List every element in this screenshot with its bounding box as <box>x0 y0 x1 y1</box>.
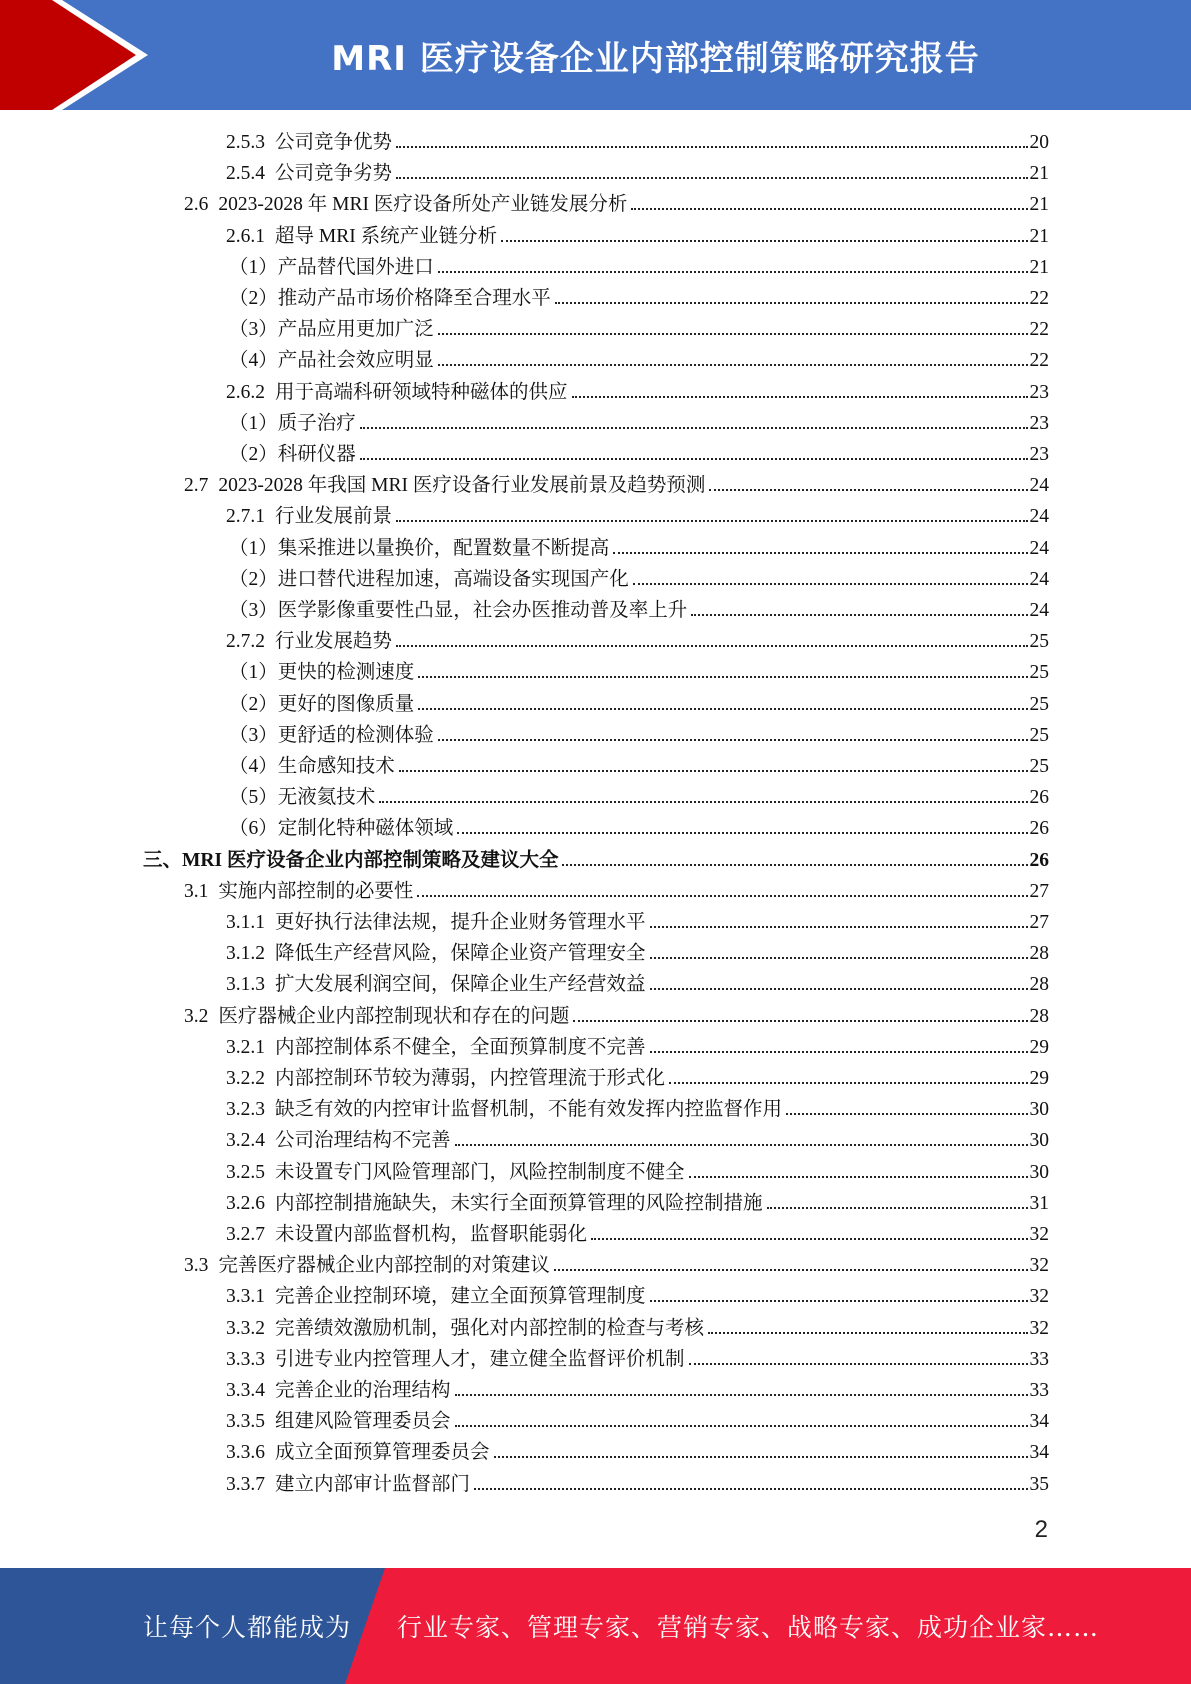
toc-entry-page: 32 <box>1029 1224 1049 1245</box>
header-chevron-decoration <box>0 0 150 110</box>
toc-entry-title: 2023-2028 年 MRI 医疗设备所处产业链发展分析 <box>218 194 628 216</box>
toc-entry-page: 26 <box>1029 818 1049 840</box>
toc-dot-leader <box>455 1394 1028 1396</box>
toc-entry-page: 29 <box>1029 1068 1049 1089</box>
toc-entry-number: 3.2.2 <box>226 1068 265 1089</box>
toc-entry-title: 医疗器械企业内部控制现状和存在的问题 <box>218 1005 570 1027</box>
toc-entry[interactable] <box>226 907 1049 938</box>
toc-entry[interactable] <box>226 1063 1049 1094</box>
toc-entry-number: （1） <box>229 256 278 278</box>
toc-entry-title: 科研仪器 <box>277 444 356 465</box>
toc-dot-leader <box>633 583 1028 585</box>
toc-entry-title: 2023-2028 年我国 MRI 医疗设备行业发展前景及趋势预测 <box>218 475 706 497</box>
toc-dot-leader <box>572 396 1028 398</box>
toc-dot-leader <box>554 1269 1028 1271</box>
toc-entry-page: 24 <box>1029 600 1049 621</box>
toc-entry-page: 32 <box>1029 1255 1049 1277</box>
toc-entry[interactable] <box>226 1032 1049 1063</box>
toc-dot-leader <box>417 895 1027 897</box>
toc-dot-leader <box>786 1113 1027 1115</box>
toc-entry-number: （4） <box>229 756 278 777</box>
toc-entry-title: 完善企业的治理结构 <box>275 1380 451 1401</box>
toc-entry-number: （3） <box>229 724 278 746</box>
toc-entry[interactable] <box>226 938 1049 969</box>
toc-dot-leader <box>650 957 1028 959</box>
toc-dot-leader <box>474 1488 1027 1490</box>
toc-dot-leader <box>438 271 1028 273</box>
toc-entry-number: 2.7.2 <box>226 631 265 653</box>
toc-entry-number: 3.2.3 <box>226 1099 265 1121</box>
toc-dot-leader <box>360 427 1028 429</box>
footer-banner <box>0 1568 1191 1684</box>
toc-entry-number: （3） <box>229 600 278 621</box>
toc-entry-title: 引进专业内控管理人才，建立健全监督评价机制 <box>275 1348 685 1370</box>
toc-dot-leader <box>767 1207 1028 1209</box>
toc-entry[interactable] <box>229 408 1049 439</box>
toc-dot-leader <box>396 520 1027 522</box>
toc-entry-title: 完善绩效激励机制，强化对内部控制的检查与考核 <box>275 1317 705 1339</box>
toc-dot-leader <box>399 770 1028 772</box>
toc-entry[interactable] <box>226 127 1049 158</box>
toc-entry-number: 2.6.2 <box>226 381 265 403</box>
toc-dot-leader <box>455 1425 1028 1427</box>
toc-entry-title: 更舒适的检测体验 <box>277 724 434 746</box>
toc-entry-page: 35 <box>1029 1473 1049 1495</box>
toc-entry-title: 扩大发展利润空间，保障企业生产经营效益 <box>275 974 646 996</box>
toc-entry[interactable] <box>229 533 1049 564</box>
toc-entry[interactable] <box>229 782 1049 813</box>
toc-entry-number: 3.2.5 <box>226 1161 265 1183</box>
toc-entry[interactable] <box>229 314 1049 345</box>
toc-dot-leader <box>555 302 1028 304</box>
toc-entry-title: 生命感知技术 <box>277 756 395 777</box>
toc-entry-title: 更快的检测速度 <box>277 662 415 684</box>
toc-entry[interactable] <box>226 1406 1049 1437</box>
toc-entry-number: 3.3 <box>184 1255 209 1277</box>
toc-dot-leader <box>455 1144 1028 1146</box>
toc-entry[interactable] <box>226 1281 1049 1312</box>
toc-entry-page: 21 <box>1029 225 1049 247</box>
toc-entry-number: 2.5.3 <box>226 132 265 153</box>
page-number: 2 <box>1034 1516 1048 1543</box>
footer-slogan-right: 行业专家、管理专家、营销专家、战略专家、成功企业家…… <box>397 1613 1100 1642</box>
toc-entry-number: 3.3.6 <box>226 1442 265 1464</box>
toc-entry-title: 用于高端科研领域特种磁体的供应 <box>275 381 568 403</box>
toc-entry-title: 进口替代进程加速，高端设备实现国产化 <box>277 568 629 590</box>
toc-entry-number: （1） <box>229 412 278 434</box>
toc-entry[interactable] <box>226 221 1049 252</box>
toc-entry-number: （5） <box>229 787 278 809</box>
toc-entry-page: 34 <box>1029 1442 1049 1464</box>
toc-entry-page: 26 <box>1029 787 1049 809</box>
toc-entry[interactable] <box>229 813 1049 844</box>
toc-entry-title: 行业发展趋势 <box>275 631 393 653</box>
toc-entry-title: 内部控制环节较为薄弱，内控管理流于形式化 <box>275 1068 666 1089</box>
toc-entry-number: （2） <box>229 693 278 715</box>
toc-entry-title: 实施内部控制的必要性 <box>218 880 414 902</box>
toc-entry[interactable] <box>229 689 1049 720</box>
toc-dot-leader <box>438 333 1028 335</box>
toc-entry-page: 27 <box>1029 880 1049 902</box>
toc-entry-title: 质子治疗 <box>277 412 356 434</box>
toc-entry-number: （6） <box>229 818 278 840</box>
toc-entry-title: 推动产品市场价格降至合理水平 <box>277 288 551 309</box>
report-title: MRI 医疗设备企业内部控制策略研究报告 <box>331 38 980 79</box>
toc-entry-number: （2） <box>229 568 278 590</box>
toc-entry-page: 29 <box>1029 1036 1049 1058</box>
toc-entry-title: 成立全面预算管理委员会 <box>275 1442 490 1464</box>
toc-entry-title: 超导 MRI 系统产业链分析 <box>275 225 498 247</box>
toc-dot-leader <box>457 832 1027 834</box>
toc-entry-page: 25 <box>1029 631 1049 653</box>
toc-dot-leader <box>591 1238 1027 1240</box>
toc-entry[interactable] <box>229 751 1049 782</box>
toc-entry-page: 33 <box>1029 1348 1049 1370</box>
toc-entry[interactable] <box>226 377 1049 408</box>
toc-entry-title: 内部控制措施缺失，未实行全面预算管理的风险控制措施 <box>275 1192 763 1214</box>
toc-entry-page: 24 <box>1029 568 1049 590</box>
toc-entry-page: 34 <box>1029 1411 1049 1433</box>
toc-entry-title: 医学影像重要性凸显，社会办医推动普及率上升 <box>277 600 688 621</box>
toc-entry[interactable] <box>184 470 1049 501</box>
toc-entry[interactable] <box>226 1157 1049 1188</box>
toc-entry-number: 2.6.1 <box>226 225 265 247</box>
toc-entry[interactable] <box>184 189 1049 220</box>
toc-entry[interactable] <box>226 1437 1049 1468</box>
toc-entry-number: 三、 <box>143 849 183 871</box>
toc-entry-page: 25 <box>1029 756 1049 777</box>
toc-entry-title: 产品社会效应明显 <box>277 350 434 372</box>
toc-entry-number: 2.7 <box>184 475 209 497</box>
toc-entry[interactable] <box>226 626 1049 657</box>
toc-entry-page: 31 <box>1029 1192 1049 1214</box>
toc-entry-page: 21 <box>1029 163 1049 185</box>
toc-entry-page: 21 <box>1029 256 1049 278</box>
toc-entry[interactable] <box>226 1125 1049 1156</box>
toc-dot-leader <box>650 926 1028 928</box>
toc-dot-leader <box>418 676 1027 678</box>
toc-entry[interactable] <box>226 1188 1049 1219</box>
toc-entry-title: 未设置专门风险管理部门，风险控制制度不健全 <box>275 1161 685 1183</box>
toc-entry-number: 3.2.1 <box>226 1036 265 1058</box>
toc-entry-title: 完善医疗器械企业内部控制的对策建议 <box>218 1255 550 1277</box>
toc-entry-title: 更好的图像质量 <box>277 693 415 715</box>
toc-entry-title: 缺乏有效的内控审计监督机制，不能有效发挥内控监督作用 <box>275 1099 783 1121</box>
toc-entry[interactable] <box>229 252 1049 283</box>
toc-dot-leader <box>396 645 1027 647</box>
toc-entry-number: 2.5.4 <box>226 163 265 185</box>
toc-entry-title: 内部控制体系不健全，全面预算制度不完善 <box>275 1036 646 1058</box>
toc-entry-page: 32 <box>1029 1317 1049 1339</box>
toc-dot-leader <box>689 1363 1028 1365</box>
toc-entry[interactable] <box>226 501 1049 532</box>
toc-entry[interactable] <box>184 876 1049 907</box>
toc-entry-title: 公司竞争优势 <box>275 132 393 153</box>
toc-entry-number: 3.3.5 <box>226 1411 265 1433</box>
toc-entry-title: 无液氦技术 <box>277 787 376 809</box>
toc-entry-number: （2） <box>229 288 278 309</box>
toc-dot-leader <box>631 208 1027 210</box>
toc-entry[interactable] <box>229 283 1049 314</box>
toc-entry[interactable] <box>229 345 1049 376</box>
toc-entry-page: 24 <box>1029 506 1049 528</box>
toc-entry[interactable] <box>226 1469 1049 1500</box>
toc-entry[interactable] <box>226 969 1049 1000</box>
toc-entry-title: 未设置内部监督机构，监督职能弱化 <box>275 1224 588 1245</box>
toc-entry-title: 降低生产经营风险，保障企业资产管理安全 <box>275 943 646 965</box>
toc-entry-number: 3.3.4 <box>226 1380 265 1401</box>
toc-entry-number: 3.1.2 <box>226 943 265 965</box>
toc-entry-number: 3.3.3 <box>226 1348 265 1370</box>
header-banner <box>0 0 1191 110</box>
toc-entry[interactable] <box>226 1219 1049 1250</box>
toc-entry-page: 33 <box>1029 1380 1049 1401</box>
toc-dot-leader <box>709 489 1027 491</box>
toc-dot-leader <box>396 146 1027 148</box>
toc-entry[interactable] <box>229 439 1049 470</box>
toc-entry-title: 定制化特种磁体领域 <box>277 818 454 840</box>
toc-dot-leader <box>494 1456 1028 1458</box>
toc-entry-number: 3.2 <box>184 1005 209 1027</box>
toc-entry-number: 3.1.3 <box>226 974 265 996</box>
toc-entry-page: 28 <box>1029 943 1049 965</box>
toc-entry-title: 完善企业控制环境，建立全面预算管理制度 <box>275 1286 646 1308</box>
toc-dot-leader <box>501 240 1027 242</box>
toc-entry-page: 25 <box>1029 662 1049 684</box>
toc-entry-number: 3.3.2 <box>226 1317 265 1339</box>
toc-entry[interactable] <box>143 845 1049 876</box>
toc-entry-page: 23 <box>1029 381 1049 403</box>
toc-entry-page: 20 <box>1029 132 1049 153</box>
toc-entry-page: 21 <box>1029 194 1049 216</box>
toc-entry-page: 27 <box>1029 912 1049 933</box>
toc-entry-number: （1） <box>229 537 278 559</box>
toc-entry-number: 3.1.1 <box>226 912 265 933</box>
toc-entry[interactable] <box>229 564 1049 595</box>
toc-entry-page: 22 <box>1029 350 1049 372</box>
toc-entry-page: 30 <box>1029 1161 1049 1183</box>
toc-entry-page: 32 <box>1029 1286 1049 1308</box>
toc-dot-leader <box>396 177 1027 179</box>
toc-entry[interactable] <box>184 1001 1049 1032</box>
toc-entry-title: 公司竞争劣势 <box>275 163 393 185</box>
toc-dot-leader <box>438 739 1028 741</box>
toc-entry-page: 24 <box>1029 537 1049 559</box>
toc-entry-number: 3.1 <box>184 880 209 902</box>
toc-entry[interactable] <box>229 720 1049 751</box>
toc-entry[interactable] <box>184 1250 1049 1281</box>
toc-dot-leader <box>650 988 1028 990</box>
toc-entry-number: （1） <box>229 662 278 684</box>
toc-dot-leader <box>650 1051 1028 1053</box>
toc-entry-page: 23 <box>1029 444 1049 465</box>
toc-entry-page: 30 <box>1029 1099 1049 1121</box>
toc-entry-page: 26 <box>1029 849 1049 871</box>
toc-entry-title: 组建风险管理委员会 <box>275 1411 451 1433</box>
toc-entry-number: （3） <box>229 319 278 341</box>
toc-entry-number: 2.6 <box>184 194 209 216</box>
toc-entry[interactable] <box>229 657 1049 688</box>
toc-dot-leader <box>669 1082 1027 1084</box>
toc-dot-leader <box>379 801 1027 803</box>
toc-entry[interactable] <box>229 595 1049 626</box>
toc-entry-number: 3.2.4 <box>226 1130 265 1152</box>
toc-entry-page: 22 <box>1029 319 1049 341</box>
toc-entry-page: 25 <box>1029 693 1049 715</box>
toc-dot-leader <box>562 864 1027 866</box>
toc-entry[interactable] <box>226 1375 1049 1406</box>
toc-entry-title: 产品替代国外进口 <box>277 256 434 278</box>
toc-dot-leader <box>360 458 1028 460</box>
toc-entry-number: （2） <box>229 444 278 465</box>
toc-entry-page: 28 <box>1029 974 1049 996</box>
toc-dot-leader <box>573 1020 1027 1022</box>
toc-entry-page: 28 <box>1029 1005 1049 1027</box>
toc-entry-number: 3.2.6 <box>226 1192 265 1214</box>
toc-dot-leader <box>613 552 1027 554</box>
toc-dot-leader <box>708 1332 1027 1334</box>
toc-entry[interactable] <box>226 1313 1049 1344</box>
toc-entry-title: 集采推进以量换价，配置数量不断提高 <box>277 537 610 559</box>
toc-dot-leader <box>650 1300 1028 1302</box>
toc-entry-title: 公司治理结构不完善 <box>275 1130 451 1152</box>
toc-entry-number: （4） <box>229 350 278 372</box>
toc-entry-page: 25 <box>1029 724 1049 746</box>
toc-entry-page: 23 <box>1029 412 1049 434</box>
toc-entry[interactable] <box>226 158 1049 189</box>
toc-entry-number: 2.7.1 <box>226 506 265 528</box>
toc-entry-title: 更好执行法律法规，提升企业财务管理水平 <box>275 912 646 933</box>
toc-entry[interactable] <box>226 1094 1049 1125</box>
toc-dot-leader <box>689 1176 1028 1178</box>
toc-entry-page: 24 <box>1029 475 1049 497</box>
toc-entry-number: 3.2.7 <box>226 1224 265 1245</box>
toc-entry-number: 3.3.1 <box>226 1286 265 1308</box>
toc-entry-page: 22 <box>1029 288 1049 309</box>
toc-entry-title: 行业发展前景 <box>275 506 393 528</box>
toc-dot-leader <box>438 364 1028 366</box>
toc-entry-title: 产品应用更加广泛 <box>277 319 434 341</box>
toc-entry-number: 3.3.7 <box>226 1473 265 1495</box>
footer-slogan-left: 让每个人都能成为 <box>143 1613 352 1642</box>
toc-entry[interactable] <box>226 1344 1049 1375</box>
toc-entry-title: 建立内部审计监督部门 <box>275 1473 471 1495</box>
toc-entry-title: MRI 医疗设备企业内部控制策略及建议大全 <box>182 849 559 871</box>
toc-dot-leader <box>691 614 1027 616</box>
toc-entry-page: 30 <box>1029 1130 1049 1152</box>
toc-dot-leader <box>418 708 1027 710</box>
